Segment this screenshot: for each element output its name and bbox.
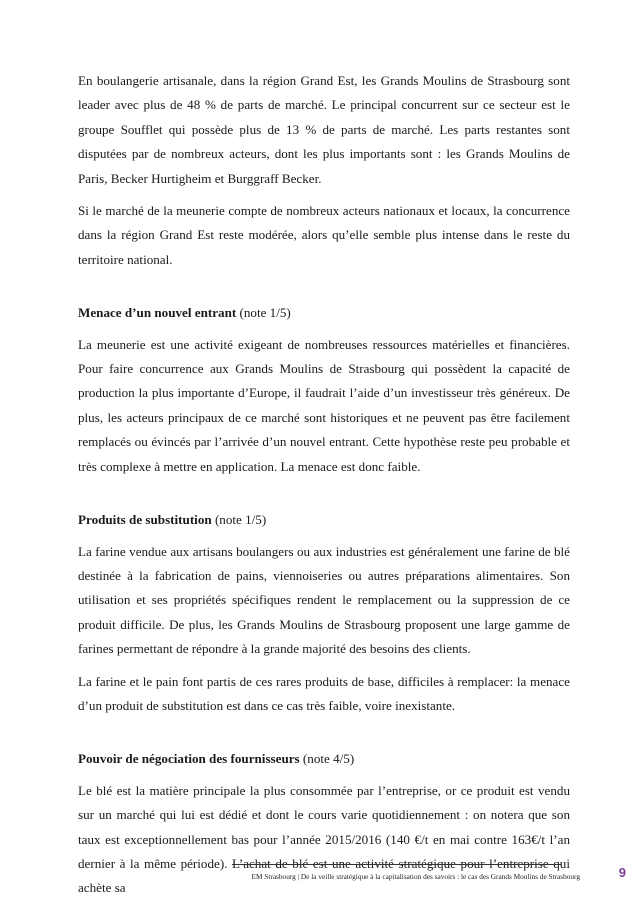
page-number: 9 xyxy=(618,865,626,880)
section-title: Menace d’un nouvel entrant xyxy=(78,305,237,321)
substitutes-paragraph-1: La farine vendue aux artisans boulangers ou aux industries est généralement une farine de blé destinée à la fabrication de pains, viennoiseries ou autres préparations alimentaires. Son utilisation et ses propriétés spécifiques rendent le remplacement ou la suppression de ce produit difficile. De plus, les Grands Moulins de Strasbourg proposent une large gamme de farines permettant de répondre à la grande majorité des besoins des clients. xyxy=(78,543,570,657)
section-note: (note 1/5) xyxy=(214,512,267,528)
footer-text: EM Strasbourg | De la veille stratégique à la capitalisation des savoirs : le cas des Grands Moulins de Strasbourg xyxy=(251,872,580,881)
footer-divider xyxy=(232,864,561,865)
section-title: Produits de substitution xyxy=(78,512,212,528)
suppliers-paragraph-1: Le blé est la matière principale la plus consommée par l’entreprise, or ce produit est vendu sur un marché qui lui est dédié et dont le cours varie quotidiennement : on notera que son taux est exceptionnellement bas pour l’année 2015/2016 (140 €/t en mai contre 163€/t l’an dernier à la même période). L’achat de blé est une activité stratégique pour l’entreprise qui achète sa xyxy=(78,782,570,896)
section-title: Pouvoir de négociation des fournisseurs xyxy=(78,751,300,767)
intro-paragraph-2: Si le marché de la meunerie compte de nombreux acteurs nationaux et locaux, la concurrence dans la région Grand Est reste modérée, alors qu’elle semble plus intense dans le reste du territoire national. xyxy=(78,203,570,267)
substitutes-paragraph-2: La farine et le pain font partis de ces rares produits de base, difficiles à remplacer: la menace d’un produit de substitution est dans ce cas très faible, voire inexistante. xyxy=(78,673,570,713)
section-note: (note 1/5) xyxy=(239,305,291,321)
page-body xyxy=(78,69,570,901)
section-heading-suppliers xyxy=(78,747,570,771)
section-note: (note 4/5) xyxy=(302,751,355,767)
new-entrant-paragraph-1: La meunerie est une activité exigeant de nombreuses ressources matérielles et financières. Pour faire concurrence aux Grands Moulins de Strasbourg qui possèdent la capacité de production la plus importante d’Europe, il faudrait l’aide d’un investisseur très généreux. De plus, les acteurs principaux de ce marché sont historiques et ne peuvent pas être facilement remplacés ou évincés par l’arrivée d’un nouvel entrant. Cette hypothèse reste peu probable et très complexe à mettre en application. La menace est donc faible. xyxy=(78,336,570,474)
intro-paragraph-1: En boulangerie artisanale, dans la région Grand Est, les Grands Moulins de Strasbourg sont leader avec plus de 48 % de parts de marché. Le principal concurrent sur ce secteur est le groupe Soufflet qui possède plus de 13 % de parts de marché. Les parts restantes sont disputées par de nombreux acteurs, dont les plus importants sont : les Grands Moulins de Paris, Becker Hurtigheim et Burggraff Becker. xyxy=(78,73,570,186)
section-heading-substitutes xyxy=(78,508,570,532)
section-heading-new-entrant xyxy=(78,301,570,325)
